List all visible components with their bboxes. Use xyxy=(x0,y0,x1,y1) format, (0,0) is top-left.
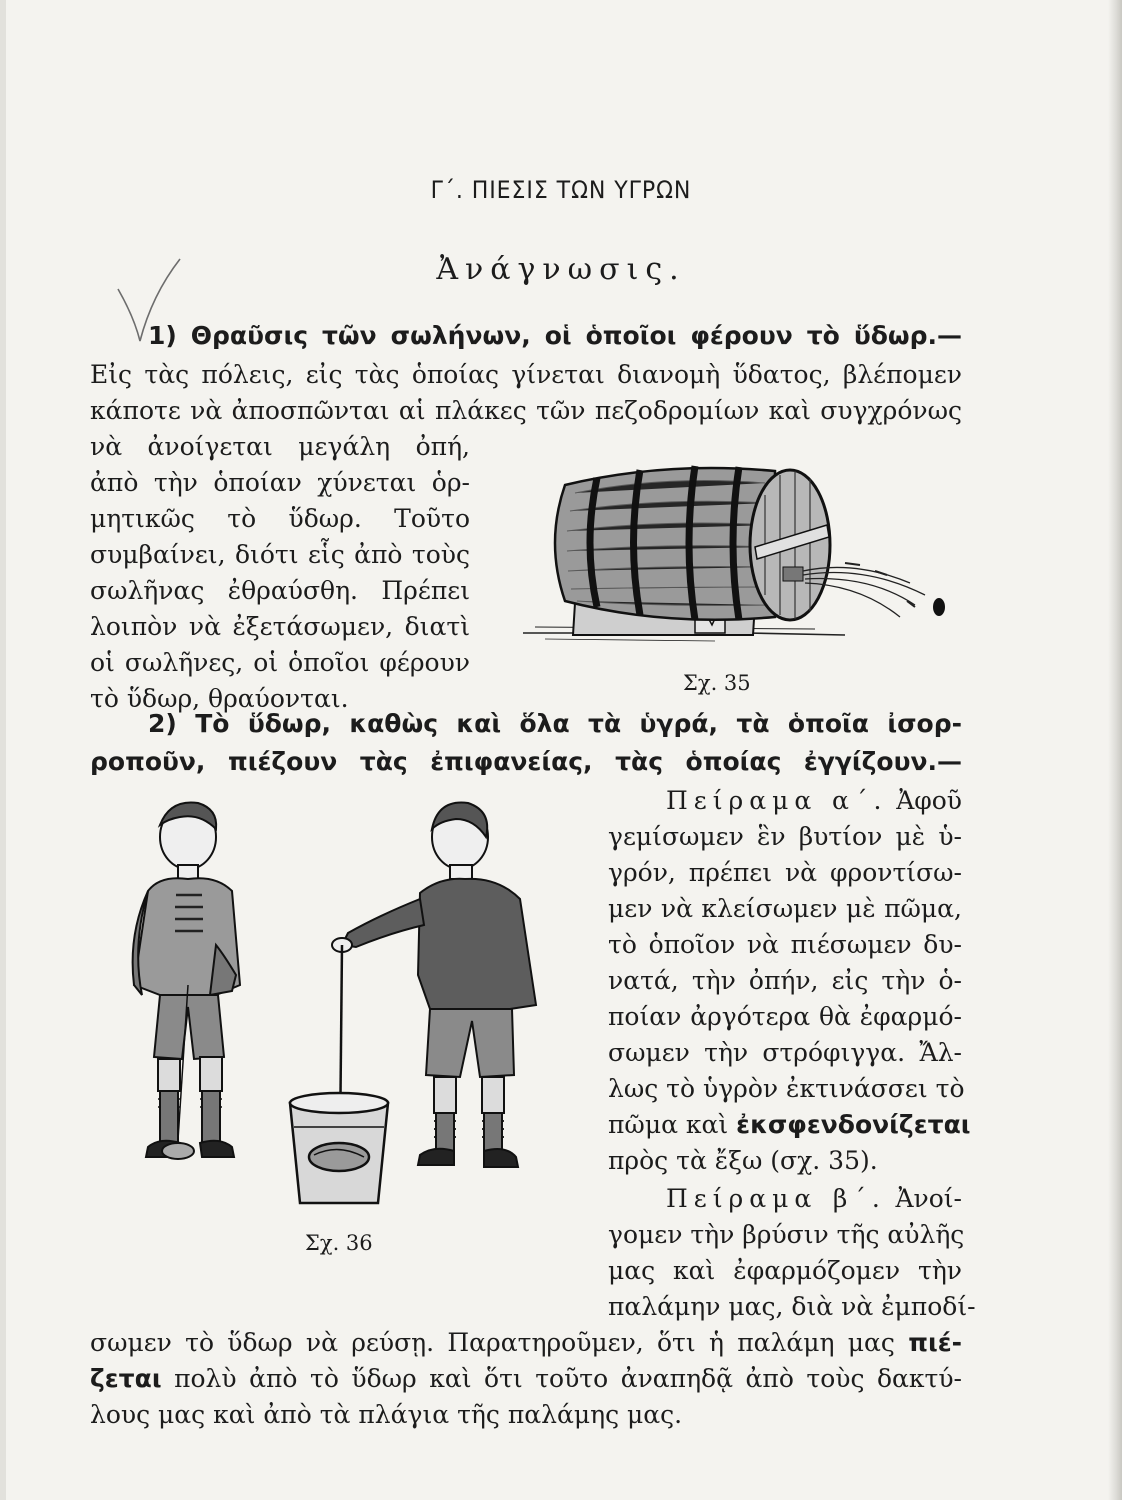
paragraph1-line: μητικῶς τὸ ὕδωρ. Τοῦτο xyxy=(90,504,470,533)
barrel-body xyxy=(555,466,775,620)
chapter-title: Γ΄. ΠΙΕΣΙΣ ΤΩΝ ΥΓΡΩΝ xyxy=(430,176,692,204)
experiment-a-line: ποίαν ἀργότερα θὰ ἐφαρμό- xyxy=(608,1002,962,1031)
section-title: Ἀνάγνωσις. xyxy=(436,252,686,287)
tail-bold-word: πιέ- xyxy=(908,1328,962,1357)
paragraph1-line: νὰ ἀνοίγεται μεγάλη ὀπή, xyxy=(90,432,470,461)
paragraph1-line: σωλῆνας ἐθραύσθη. Πρέπει xyxy=(90,576,470,605)
experiment-b-first-line xyxy=(666,1186,962,1211)
experiment-a-line: μεν νὰ κλείσωμεν μὲ πῶμα, xyxy=(608,894,962,923)
experiment-a-line: λως τὸ ὑγρὸν ἐκτινάσσει τὸ xyxy=(608,1074,965,1103)
paragraph2-tail-line2 xyxy=(90,1366,962,1391)
page-right-edge xyxy=(1108,0,1122,1500)
figure-36-boys-illustration xyxy=(120,795,560,1220)
experiment-b-line: γομεν τὴν βρύσιν τῆς αὐλῆς xyxy=(608,1220,965,1249)
paragraph1-line: Εἰς τὰς πόλεις, εἰς τὰς ὁποίας γίνεται διανομὴ ὕδατος, βλέπομεν xyxy=(90,360,962,389)
experiment-b-line: μας καὶ ἐφαρμόζομεν τὴν xyxy=(608,1256,962,1285)
paragraph1-line: ἀπὸ τὴν ὁποίαν χύνεται ὁρ- xyxy=(90,468,470,497)
experiment-a-bold-line xyxy=(608,1110,971,1139)
paragraph1-heading: 1) Θραῦσις τῶν σωλήνων, οἱ ὁποῖοι φέρουν τὸ ὕδωρ.— xyxy=(148,321,962,350)
experiment-b-label: Πείραμα β΄. xyxy=(666,1184,886,1213)
paragraph1-line: κάποτε νὰ ἀποσπῶνται αἱ πλάκες τῶν πεζοδρομίων καὶ συγχρόνως xyxy=(90,396,962,425)
experiment-a-line: σωμεν τὴν στρόφιγγα. Ἄλ- xyxy=(608,1038,962,1067)
flying-stopper xyxy=(933,598,945,616)
page-left-edge xyxy=(0,0,6,1500)
experiment-a-text: πῶμα καὶ xyxy=(608,1110,729,1139)
experiment-a-end: πρὸς τὰ ἔξω (σχ. 35). xyxy=(608,1146,878,1175)
experiment-a-label: Πείραμα α΄. xyxy=(666,786,888,815)
paragraph1-line: οἱ σωλῆνες, οἱ ὁποῖοι φέρουν xyxy=(90,648,470,677)
figure-35-caption: Σχ. 35 xyxy=(683,671,751,695)
paragraph1-line: λοιπὸν νὰ ἐξετάσωμεν, διατὶ xyxy=(90,612,470,641)
experiment-a-line: νατά, τὴν ὀπήν, εἰς τὴν ὁ- xyxy=(608,966,962,995)
figure-35-barrel-illustration xyxy=(515,455,965,660)
paragraph2-tail-line1 xyxy=(90,1330,962,1355)
tail-text: σωμεν τὸ ὕδωρ νὰ ρεύσῃ. Παρατηροῦμεν, ὅτι ἡ παλάμη μας xyxy=(90,1328,895,1357)
paragraph1-line: συμβαίνει, διότι εἷς ἀπὸ τοὺς xyxy=(90,540,470,569)
experiment-b-line: παλάμην μας, διὰ νὰ ἐμποδί- xyxy=(608,1292,976,1321)
barrel-head xyxy=(750,470,830,620)
paragraph2-tail-line3: λους μας καὶ ἀπὸ τὰ πλάγια τῆς παλάμης μας. xyxy=(90,1400,683,1429)
experiment-b-first-word: Ἀνοί- xyxy=(895,1184,962,1213)
tail-text: πολὺ ἀπὸ τὸ ὕδωρ καὶ ὅτι τοῦτο ἀναπηδᾷ ἀπὸ τοὺς δακτύ- xyxy=(174,1364,962,1393)
water-bucket xyxy=(290,1093,388,1203)
experiment-a-line: τὸ ὁποῖον νὰ πιέσωμεν δυ- xyxy=(608,930,962,959)
experiment-a-line: γεμίσωμεν ἓν βυτίον μὲ ὑ- xyxy=(608,822,962,851)
paragraph2-heading-line2: ροποῦν, πιέζουν τὰς ἐπιφανείας, τὰς ὁποίας ἐγγίζουν.— xyxy=(90,747,962,776)
figure-36-caption: Σχ. 36 xyxy=(305,1231,373,1255)
experiment-a-first-word: Ἀφοῦ xyxy=(896,786,962,815)
left-boy xyxy=(133,802,240,1159)
tail-bold-word: ζεται xyxy=(90,1364,162,1393)
paragraph1-line: τὸ ὕδωρ, θραύονται. xyxy=(90,684,349,713)
experiment-a-first-line xyxy=(666,788,962,813)
experiment-a-line: γρόν, πρέπει νὰ φροντίσω- xyxy=(608,858,962,887)
paragraph2-heading-line1: 2) Τὸ ὕδωρ, καθὼς καὶ ὅλα τὰ ὑγρά, τὰ ὁποῖα ἰσορ- xyxy=(148,709,962,738)
experiment-a-bold-word: ἐκσφενδονίζεται xyxy=(736,1110,971,1139)
